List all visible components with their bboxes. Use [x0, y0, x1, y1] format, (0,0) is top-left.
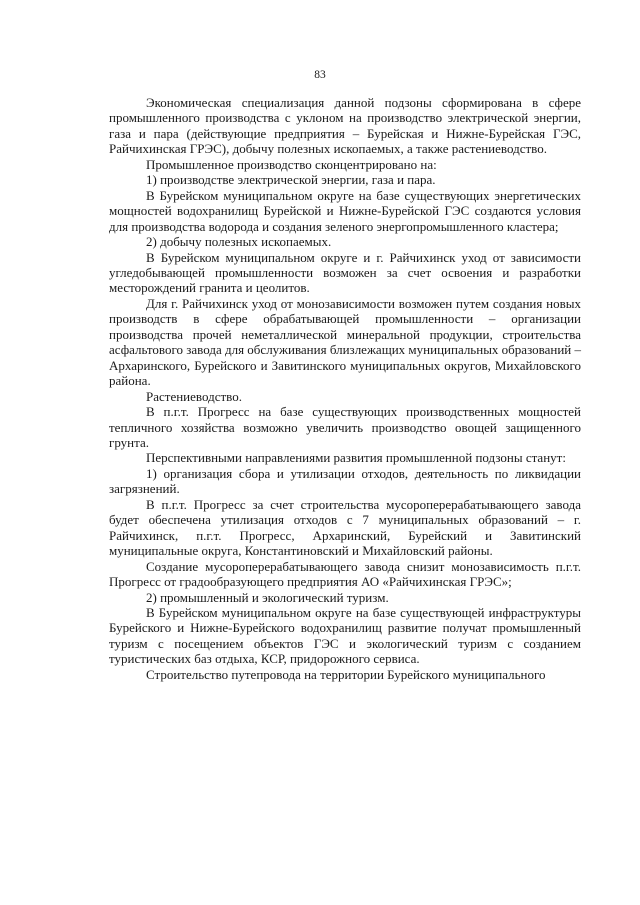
paragraph-recycling-plant: В п.г.т. Прогресс за счет строительства мусороперерабатывающего завода будет обеспечена утилизация отходов с 7 муниципальных образований – г. Райчихинск, п.г.т. Прогресс, Архаринский, Бурейский и Завитинский муниципальные округа, Константиновский и Михайловский районы.: [109, 496, 581, 559]
page-body: [109, 95, 581, 682]
list-item-energy: 1) производстве электрической энергии, газа и пара.: [146, 172, 436, 188]
page-number: 83: [314, 69, 326, 81]
paragraph-industry-heading: Промышленное производство сконцентрировано на:: [146, 156, 437, 172]
paragraph-granite: В Бурейском муниципальном округе и г. Райчихинск уход от зависимости угледобывающей промышленности возможен за счет освоения и разработки месторождений гранита и цеолитов.: [109, 249, 581, 296]
list-item-waste: 1) организация сбора и утилизации отходов, деятельность по ликвидации загрязнений.: [109, 465, 581, 497]
paragraph-greenhouse: В п.г.т. Прогресс на базе существующих производственных мощностей тепличного хозяйства возможно увеличить производство овощей защищенного грунта.: [109, 404, 581, 450]
list-item-mining: 2) добычу полезных ископаемых.: [146, 234, 332, 250]
paragraph-tourism: В Бурейском муниципальном округе на базе существующей инфраструктуры Бурейского и Нижне-Бурейского водохранилищ развитие получат промышленный туризм с посещением объектов ГЭС и экологический туризм с созданием туристических баз отдыха, КСР, придорожного сервиса.: [109, 604, 581, 667]
paragraph-prospects: Перспективными направлениями развития промышленной подзоны станут:: [146, 450, 566, 466]
paragraph-intro: Экономическая специализация данной подзоны сформирована в сфере промышленного производства с уклоном на производство электрической энергии, газа и пара (действующие предприятия – Бурейская и Нижне-Бурейская ГЭС, Райчихинская ГРЭС), добычу полезных ископаемых, а также растениеводство.: [109, 95, 581, 157]
list-item-tourism: 2) промышленный и экологический туризм.: [146, 589, 389, 605]
paragraph-monodependence: Создание мусороперерабатывающего завода снизит монозависимость п.г.т. Прогресс от градообразующего предприятия АО «Райчихинская ГРЭС»;: [109, 558, 581, 590]
paragraph-raichikhinsk: Для г. Райчихинск уход от монозависимости возможен путем создания новых производств в сфере обрабатывающей промышленности – организации производства прочей неметаллической минеральной продукции, строительства асфальтового завода для обслуживания близлежащих муниципальных образований – Архаринского, Бурейского и Завитинского муниципальных округов, Михайловского района.: [109, 295, 581, 389]
paragraph-hydrogen: В Бурейском муниципальном округе на базе существующих энергетических мощностей водохранилищ Бурейской и Нижне-Бурейской ГЭС создаются условия для производства водорода и создания зеленого энергопромышленного кластера;: [109, 187, 581, 234]
paragraph-crop-growing: Растениеводство.: [146, 388, 242, 404]
paragraph-overpass: Строительство путепровода на территории Бурейского муниципального: [146, 666, 546, 682]
